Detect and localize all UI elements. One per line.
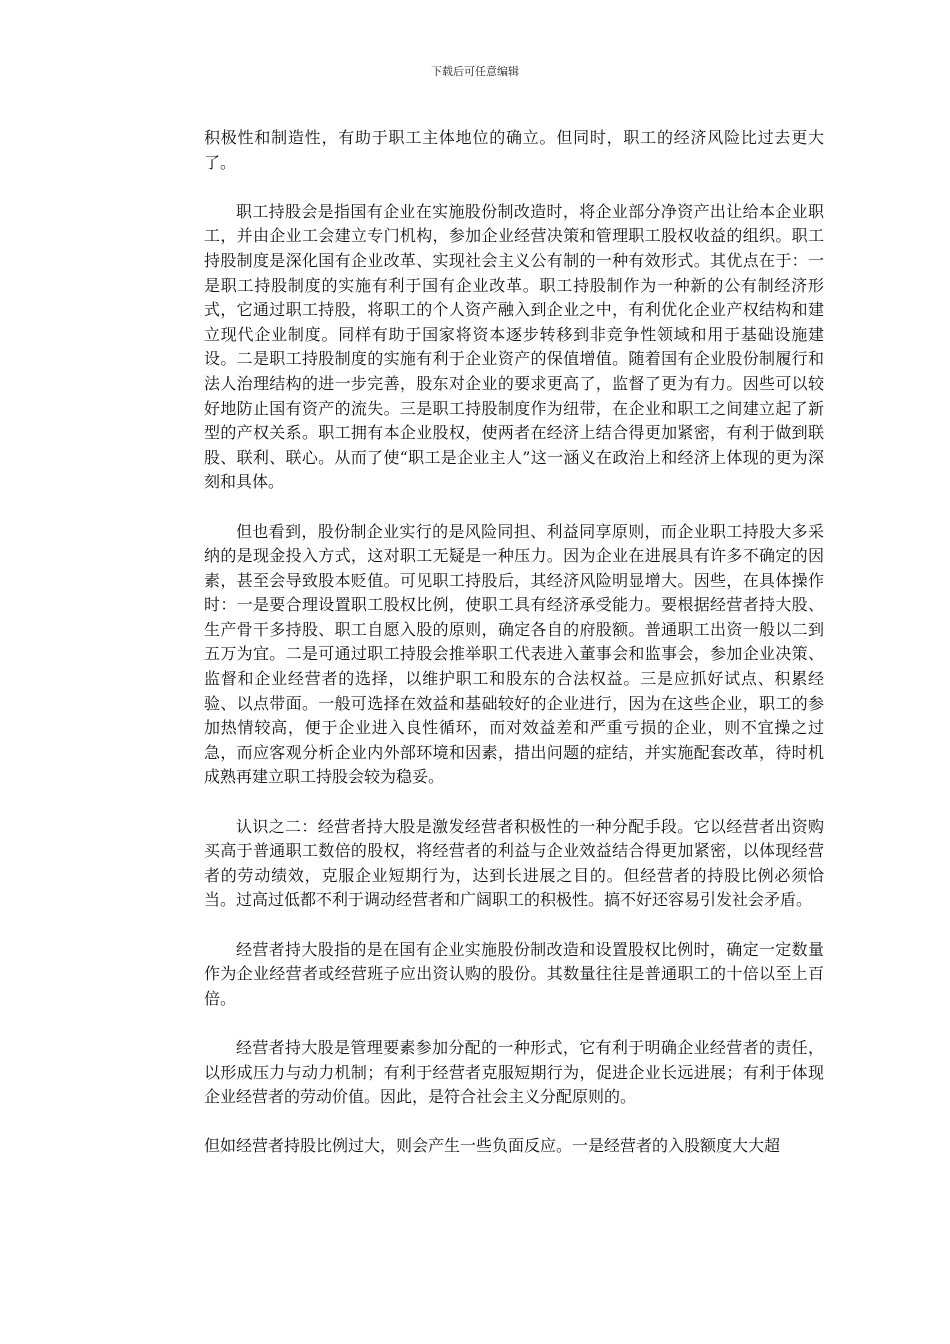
paragraph-manager-definition: 经营者持大股指的是在国有企业实施股份制改造和设置股权比例时，确定一定数量作为企业经营者或经营班子应出资认购的股份。其数量往往是普通职工的十倍以至上百倍。 [204,939,824,1008]
paragraph-view-two: 认识之二：经营者持大股是激发经营者积极性的一种分配手段。它以经营者出资购买高于普通职工数倍的股权，将经营者的利益与企业效益结合得更加紧密，以体现经营者的劳动绩效，克服企业短期行为，达到长进展之目的。但经营者的持股比例必须恰当。过高过低都不利于调动经营者和广阔职工的积极性。搞不好还容易引发社会矛盾。 [204,816,824,910]
document-body [204,126,824,1159]
paragraph-negative-effects: 但如经营者持股比例过大，则会产生一些负面反应。一是经营者的入股额度大大超 [204,1136,781,1156]
paragraph-risks: 但也看到，股份制企业实行的是风险同担、利益同享原则，而企业职工持股大多采纳的是现金投入方式，这对职工无疑是一种压力。因为企业在进展具有许多不确定的因素，甚至会导致股本贬值。可见职工持股后，其经济风险明显增大。因些，在具体操作时：一是要合理设置职工股权比例，使职工具有经济承受能力。要根据经营者持大股、生产骨干多持股、职工自愿入股的原则，确定各自的府股额。普通职工出资一般以二到五万为宜。二是可通过职工持股会推举职工代表进入董事会和监事会，参加企业决策、监督和企业经营者的选择，以维护职工和股东的合法权益。三是应抓好试点、积累经验、以点带面。一般可选择在效益和基础较好的企业进行，因为在这些企业，职工的参加热情较高，便于企业进入良性循环，而对效益差和严重亏损的企业，则不宜操之过急，而应客观分析企业内外部环境和因素，措出问题的症结，并实施配套改革，待时机成熟再建立职工持股会较为稳妥。 [204,521,824,787]
paragraph-employee-shareholding: 职工持股会是指国有企业在实施股份制改造时，将企业部分净资产出让给本企业职工，并由企业工会建立专门机构，参加企业经营决策和管理职工股权收益的组织。职工持股制度是深化国有企业改革、实现社会主义公有制的一种有效形式。其优点在于：一是职工持股制度的实施有利于国有企业改革。职工持股制作为一种新的公有制经济形式，它通过职工持股，将职工的个人资产融入到企业之中，有利优化企业产权结构和建立现代企业制度。同样有助于国家将资本逐步转移到非竞争性领域和用于基础设施建设。二是职工持股制度的实施有利于企业资产的保值增值。随着国有企业股份制履行和法人治理结构的进一步完善，股东对企业的要求更高了，监督了更为有力。因些可以较好地防止国有资产的流失。三是职工持股制度作为纽带，在企业和职工之间建立起了新型的产权关系。职工拥有本企业股权，使两者在经济上结合得更加紧密，有利于做到联股、联利、联心。从而了使“职工是企业主人”这一涵义在政治上和经济上体现的更为深刻和具体。 [204,201,824,492]
page-header: 下载后可任意编辑 [431,65,519,78]
paragraph-manager-benefits: 经营者持大股是管理要素参加分配的一种形式，它有利于明确企业经营者的责任，以形成压力与动力机制；有利于经营者克服短期行为，促进企业长远进展；有利于体现企业经营者的劳动价值。因此，是符合社会主义分配原则的。 [204,1037,824,1107]
paragraph-continuation: 积极性和制造性，有助于职工主体地位的确立。但同时，职工的经济风险比过去更大了。 [204,128,824,172]
